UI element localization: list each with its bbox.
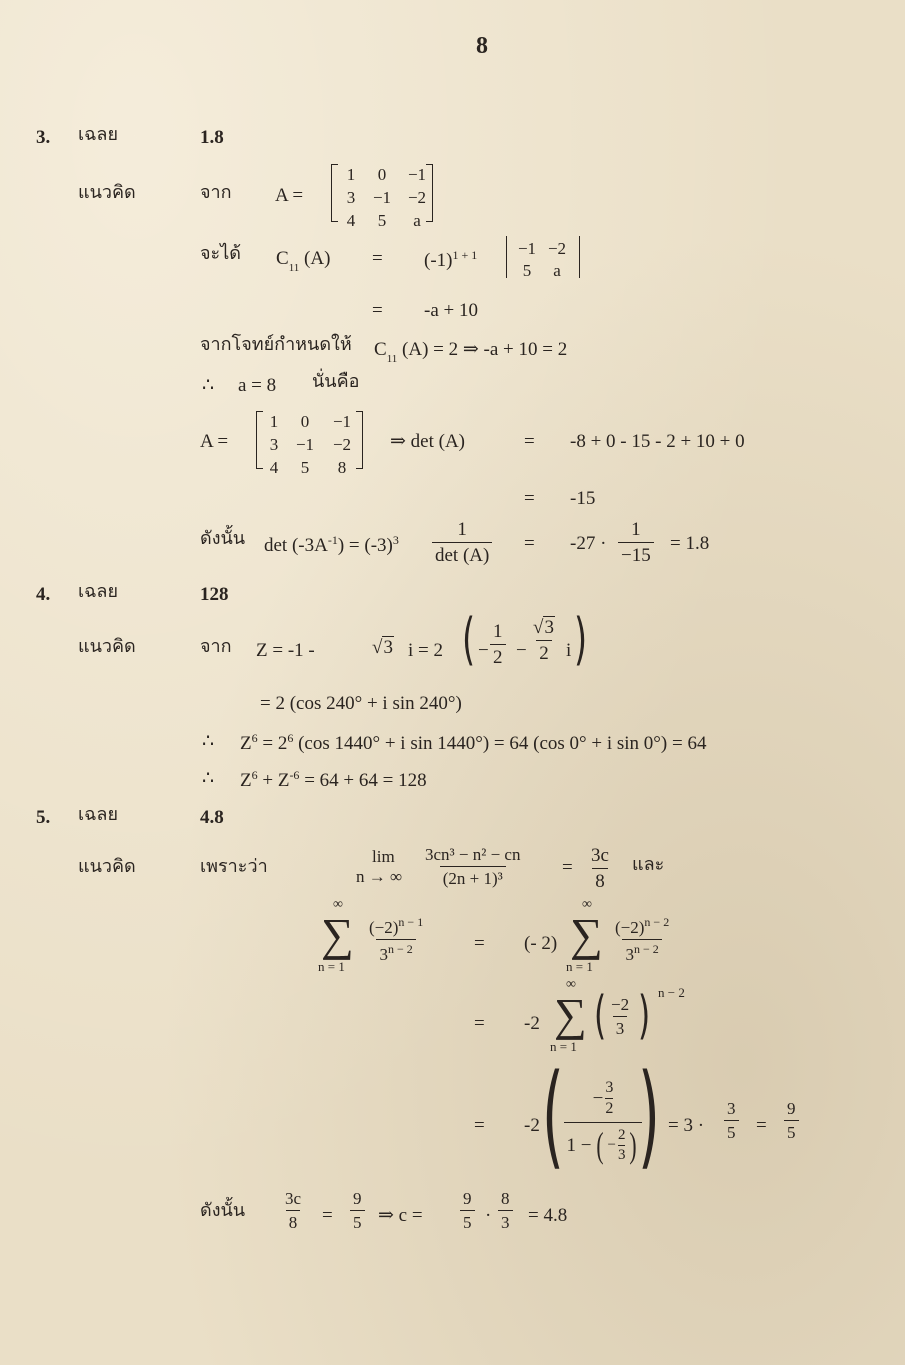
q3-eq5: =: [524, 533, 535, 554]
minus-sign: −: [592, 1088, 604, 1109]
matrix1-left-bracket: [331, 164, 338, 222]
matrix1-cell: 5: [377, 211, 387, 230]
exp: n − 2: [644, 915, 670, 929]
two-thirds: [618, 1128, 626, 1163]
matrix2-cell: 1: [269, 412, 279, 431]
sum3-lower: n = 1: [550, 1039, 577, 1054]
q3-m27: -27 ·: [570, 533, 607, 554]
matrix2-cell: −1: [332, 412, 352, 431]
matrix1-cell: 1: [346, 165, 356, 184]
denominator: (2n + 1)³: [440, 866, 506, 887]
q5-final: = 4.8: [528, 1205, 568, 1226]
q3-a-eq2: A =: [200, 431, 229, 452]
fraction-1-over-m15: [618, 520, 654, 565]
q5-eq1: =: [562, 857, 573, 878]
fraction-8-over-3: [498, 1190, 513, 1231]
q3-c11: [276, 249, 330, 274]
cofactor-exp: 1 + 1: [452, 248, 478, 262]
base: (−2): [369, 918, 399, 937]
matrix1-cell: 4: [346, 211, 356, 230]
q3-method-label: แนวคิด: [78, 182, 136, 203]
q3-det-arrow: ⇒ det (A): [390, 431, 466, 452]
denominator: 8: [592, 868, 608, 891]
big-numerator: [593, 1080, 614, 1122]
q3-given: จากโจทย์กำหนดให้: [200, 334, 352, 355]
base: 3: [379, 945, 388, 964]
sum2-upper: ∞: [582, 897, 592, 912]
radicand: 3: [544, 617, 554, 638]
matrix1-cell: 0: [377, 165, 387, 184]
numerator: 1: [457, 519, 467, 540]
q3-c11-b: [374, 340, 567, 365]
matrix2-cell: −2: [332, 435, 352, 454]
exp: n − 2: [633, 942, 659, 956]
minor-cell: 5: [522, 261, 532, 280]
fraction-limit: [422, 846, 523, 887]
right-paren: ): [638, 986, 651, 1046]
q5-arrow-c: ⇒ c =: [378, 1205, 423, 1226]
q4-z6b-line: [240, 769, 427, 790]
z-symbol: Z: [240, 733, 252, 754]
c-symbol: C: [276, 248, 289, 269]
numerator: 9: [463, 1189, 472, 1208]
sum1-sigma: ∑: [321, 909, 354, 960]
c-symbol: C: [374, 339, 387, 360]
q3-eq3: =: [524, 431, 535, 452]
matrix2-cell: 4: [269, 458, 279, 477]
minor-cell: −2: [547, 239, 567, 258]
denominator: 8: [286, 1210, 301, 1231]
page-number: 8: [476, 33, 488, 59]
q5-eq6: =: [322, 1205, 333, 1226]
q3-result: = 1.8: [670, 533, 710, 554]
q3-a-eq: A =: [275, 185, 304, 206]
fraction-sqrt3-over-2: [530, 618, 558, 663]
cube-exp: 3: [392, 533, 399, 547]
q5-number: 5.: [36, 807, 51, 828]
numerator: 9: [353, 1189, 362, 1208]
matrix1-cell: a: [413, 211, 421, 230]
denominator: 5: [724, 1120, 739, 1141]
denominator: [376, 939, 415, 963]
q3-answer-label: เฉลย: [78, 124, 118, 145]
matrix1-right-bracket: [426, 164, 433, 222]
matrix2-right-bracket: [356, 411, 363, 469]
numerator: 3c: [591, 845, 609, 866]
fraction-3-over-5: [724, 1100, 739, 1141]
exp-neg-six: -6: [289, 768, 300, 782]
exp-six: 6: [287, 731, 294, 745]
q3-cofactor-sign: [424, 249, 477, 270]
inverse-exp: -1: [327, 533, 338, 547]
three-halves: [605, 1080, 613, 1117]
q3-hence: ดังนั้น: [200, 528, 246, 549]
q4-polar: = 2 (cos 240° + i sin 240°): [260, 693, 462, 714]
sum3-sigma: ∑: [554, 989, 587, 1040]
q5-dot: ·: [485, 1205, 492, 1226]
fraction-9-over-5-b: [350, 1190, 365, 1231]
numerator: [366, 916, 426, 939]
radicand: 3: [383, 637, 393, 658]
cofactor-base: (-1): [424, 250, 453, 271]
denominator: 2: [605, 1100, 614, 1117]
z6b-rest: = 64 + 64 = 128: [304, 770, 427, 791]
denominator: 3: [617, 1146, 626, 1163]
q4-from: จาก: [200, 636, 232, 657]
denominator: 2: [490, 644, 506, 667]
matrix1-cell: −1: [372, 188, 392, 207]
fraction-half: [490, 622, 506, 667]
q4-sqrt3: √3: [372, 637, 393, 658]
q5-because: เพราะว่า: [200, 856, 268, 877]
left-paren: (: [594, 986, 607, 1046]
det-bar-right: [579, 236, 580, 278]
q3-thus: นั่นคือ: [312, 371, 360, 392]
denominator: 3: [613, 1016, 628, 1037]
big-left-paren: (: [542, 1051, 564, 1181]
sum2-term: [612, 916, 672, 963]
q3-eq1: =: [372, 248, 383, 269]
matrix2-cell: −1: [295, 435, 315, 454]
given-expression: (A) = 2 ⇒ -a + 10 = 2: [402, 339, 568, 360]
numerator: √3: [533, 617, 554, 638]
sum2-lower: n = 1: [566, 959, 593, 974]
denominator: [622, 939, 661, 963]
c-subscript: 11: [386, 353, 398, 365]
z6b-plus: + Z: [262, 770, 290, 791]
q5-m2b: -2: [524, 1115, 540, 1136]
q4-i: i: [566, 640, 572, 661]
numerator: 9: [787, 1099, 796, 1118]
matrix1-cell: 3: [346, 188, 356, 207]
c-subscript: 11: [288, 262, 300, 274]
exp-six: 6: [251, 731, 258, 745]
q5-eq5: =: [756, 1115, 767, 1136]
minor-matrix: [512, 240, 572, 279]
matrix1: [338, 166, 434, 229]
q5-answer-label: เฉลย: [78, 804, 118, 825]
det-bar-left: [506, 236, 507, 278]
matrix2-cell: 8: [337, 458, 347, 477]
q4-z6-line: [240, 732, 706, 753]
big-fraction: [564, 1080, 642, 1163]
matrix2: [262, 413, 360, 476]
base: 3: [625, 945, 634, 964]
denominator: −15: [618, 542, 654, 565]
q5-tail: = 3 ·: [668, 1115, 705, 1136]
sum2-sigma: ∑: [570, 909, 603, 960]
q5-method-label: แนวคิด: [78, 856, 136, 877]
q4-method-label: แนวคิด: [78, 636, 136, 657]
big-denominator: [564, 1122, 642, 1163]
q3-from: จาก: [200, 182, 232, 203]
q4-i-eq: i = 2: [408, 640, 443, 661]
numerator: 1: [631, 519, 641, 540]
numerator: 3c: [285, 1189, 302, 1208]
ratio-exp: n − 2: [658, 985, 685, 1000]
sum3-upper: ∞: [566, 977, 576, 992]
q4-therefore2: ∴: [202, 768, 215, 789]
right-paren: ): [574, 607, 588, 672]
fraction-3c-over-8: [588, 846, 612, 891]
matrix1-cell: −2: [407, 188, 427, 207]
fraction-9-over-5: [784, 1100, 799, 1141]
sum1-upper: ∞: [333, 897, 343, 912]
fraction-9-over-5-c: [460, 1190, 475, 1231]
q3-answer: 1.8: [200, 127, 224, 148]
denominator: 5: [350, 1210, 365, 1231]
q5-eq3: =: [474, 1013, 485, 1034]
q3-det3: [264, 534, 399, 555]
q5-m2: -2: [524, 1013, 540, 1034]
small-left-paren: (: [595, 1125, 604, 1165]
matrix2-cell: 0: [300, 412, 310, 431]
big-right-paren: ): [638, 1051, 660, 1181]
denominator: 3: [498, 1210, 513, 1231]
q3-gets: จะได้: [200, 243, 241, 264]
z6-mid: = 2: [262, 733, 288, 754]
q5-neg2: (- 2): [524, 933, 558, 954]
q4-therefore1: ∴: [202, 731, 215, 752]
left-paren: (: [462, 607, 476, 672]
numerator: [612, 916, 672, 939]
q5-hence: ดังนั้น: [200, 1200, 246, 1221]
q4-answer-label: เฉลย: [78, 581, 118, 602]
q5-n-to-inf: n → ∞: [356, 867, 403, 886]
matrix2-cell: 5: [300, 458, 310, 477]
q3-eq2: =: [372, 300, 383, 321]
q3-line2: -a + 10: [424, 300, 478, 321]
base: (−2): [615, 918, 645, 937]
numerator: 3cn³ − n² − cn: [425, 845, 521, 864]
det3-text: det (-3A: [264, 535, 328, 556]
z6-rest: (cos 1440° + i sin 1440°) = 64 (cos 0° + i sin 0°) = 64: [298, 733, 707, 754]
q3-det-line2: -15: [570, 488, 596, 509]
numerator: 8: [501, 1189, 510, 1208]
exp: n − 2: [387, 942, 413, 956]
q5-eq2: =: [474, 933, 485, 954]
q3-eq4: =: [524, 488, 535, 509]
q4-minus1: −: [478, 640, 489, 661]
q3-det-line1: -8 + 0 - 15 - 2 + 10 + 0: [570, 431, 745, 452]
fraction-1-over-detA: [432, 520, 492, 565]
exp: n − 1: [398, 915, 424, 929]
one-minus: 1 −: [566, 1134, 592, 1156]
numerator: 2: [617, 1126, 626, 1143]
matrix1-cell: −1: [407, 165, 427, 184]
q3-a8: a = 8: [238, 375, 277, 396]
ratio-fraction: [608, 996, 632, 1037]
c-arg: (A): [304, 248, 331, 269]
sum1-term: [366, 916, 426, 963]
denominator: 2: [536, 640, 552, 663]
denominator: 5: [460, 1210, 475, 1231]
q4-answer: 128: [200, 584, 229, 605]
q4-z-eq: Z = -1 -: [256, 640, 315, 661]
z-symbol: Z: [240, 770, 252, 791]
det3-rhs: ) = (-3): [337, 535, 393, 556]
q4-number: 4.: [36, 584, 51, 605]
minor-cell: a: [553, 261, 561, 280]
numerator: 3: [605, 1079, 614, 1096]
exp-six: 6: [251, 768, 258, 782]
numerator: 3: [727, 1099, 736, 1118]
minor-cell: −1: [517, 239, 537, 258]
numerator: −2: [611, 995, 630, 1014]
denominator: det (A): [432, 542, 492, 565]
q5-and: และ: [632, 854, 665, 875]
denominator: 5: [784, 1120, 799, 1141]
minus-sign: −: [607, 1136, 616, 1153]
sum1-lower: n = 1: [318, 959, 345, 974]
q5-eq4: =: [474, 1115, 485, 1136]
matrix2-cell: 3: [269, 435, 279, 454]
q4-minus2: −: [516, 640, 527, 661]
numerator: 1: [493, 621, 503, 642]
q3-therefore: ∴: [202, 375, 215, 396]
q5-answer: 4.8: [200, 807, 224, 828]
fraction-3c-over-8-b: [282, 1190, 304, 1231]
q3-number: 3.: [36, 127, 51, 148]
small-right-paren: ): [629, 1125, 638, 1165]
q5-lim: lim: [372, 847, 395, 866]
